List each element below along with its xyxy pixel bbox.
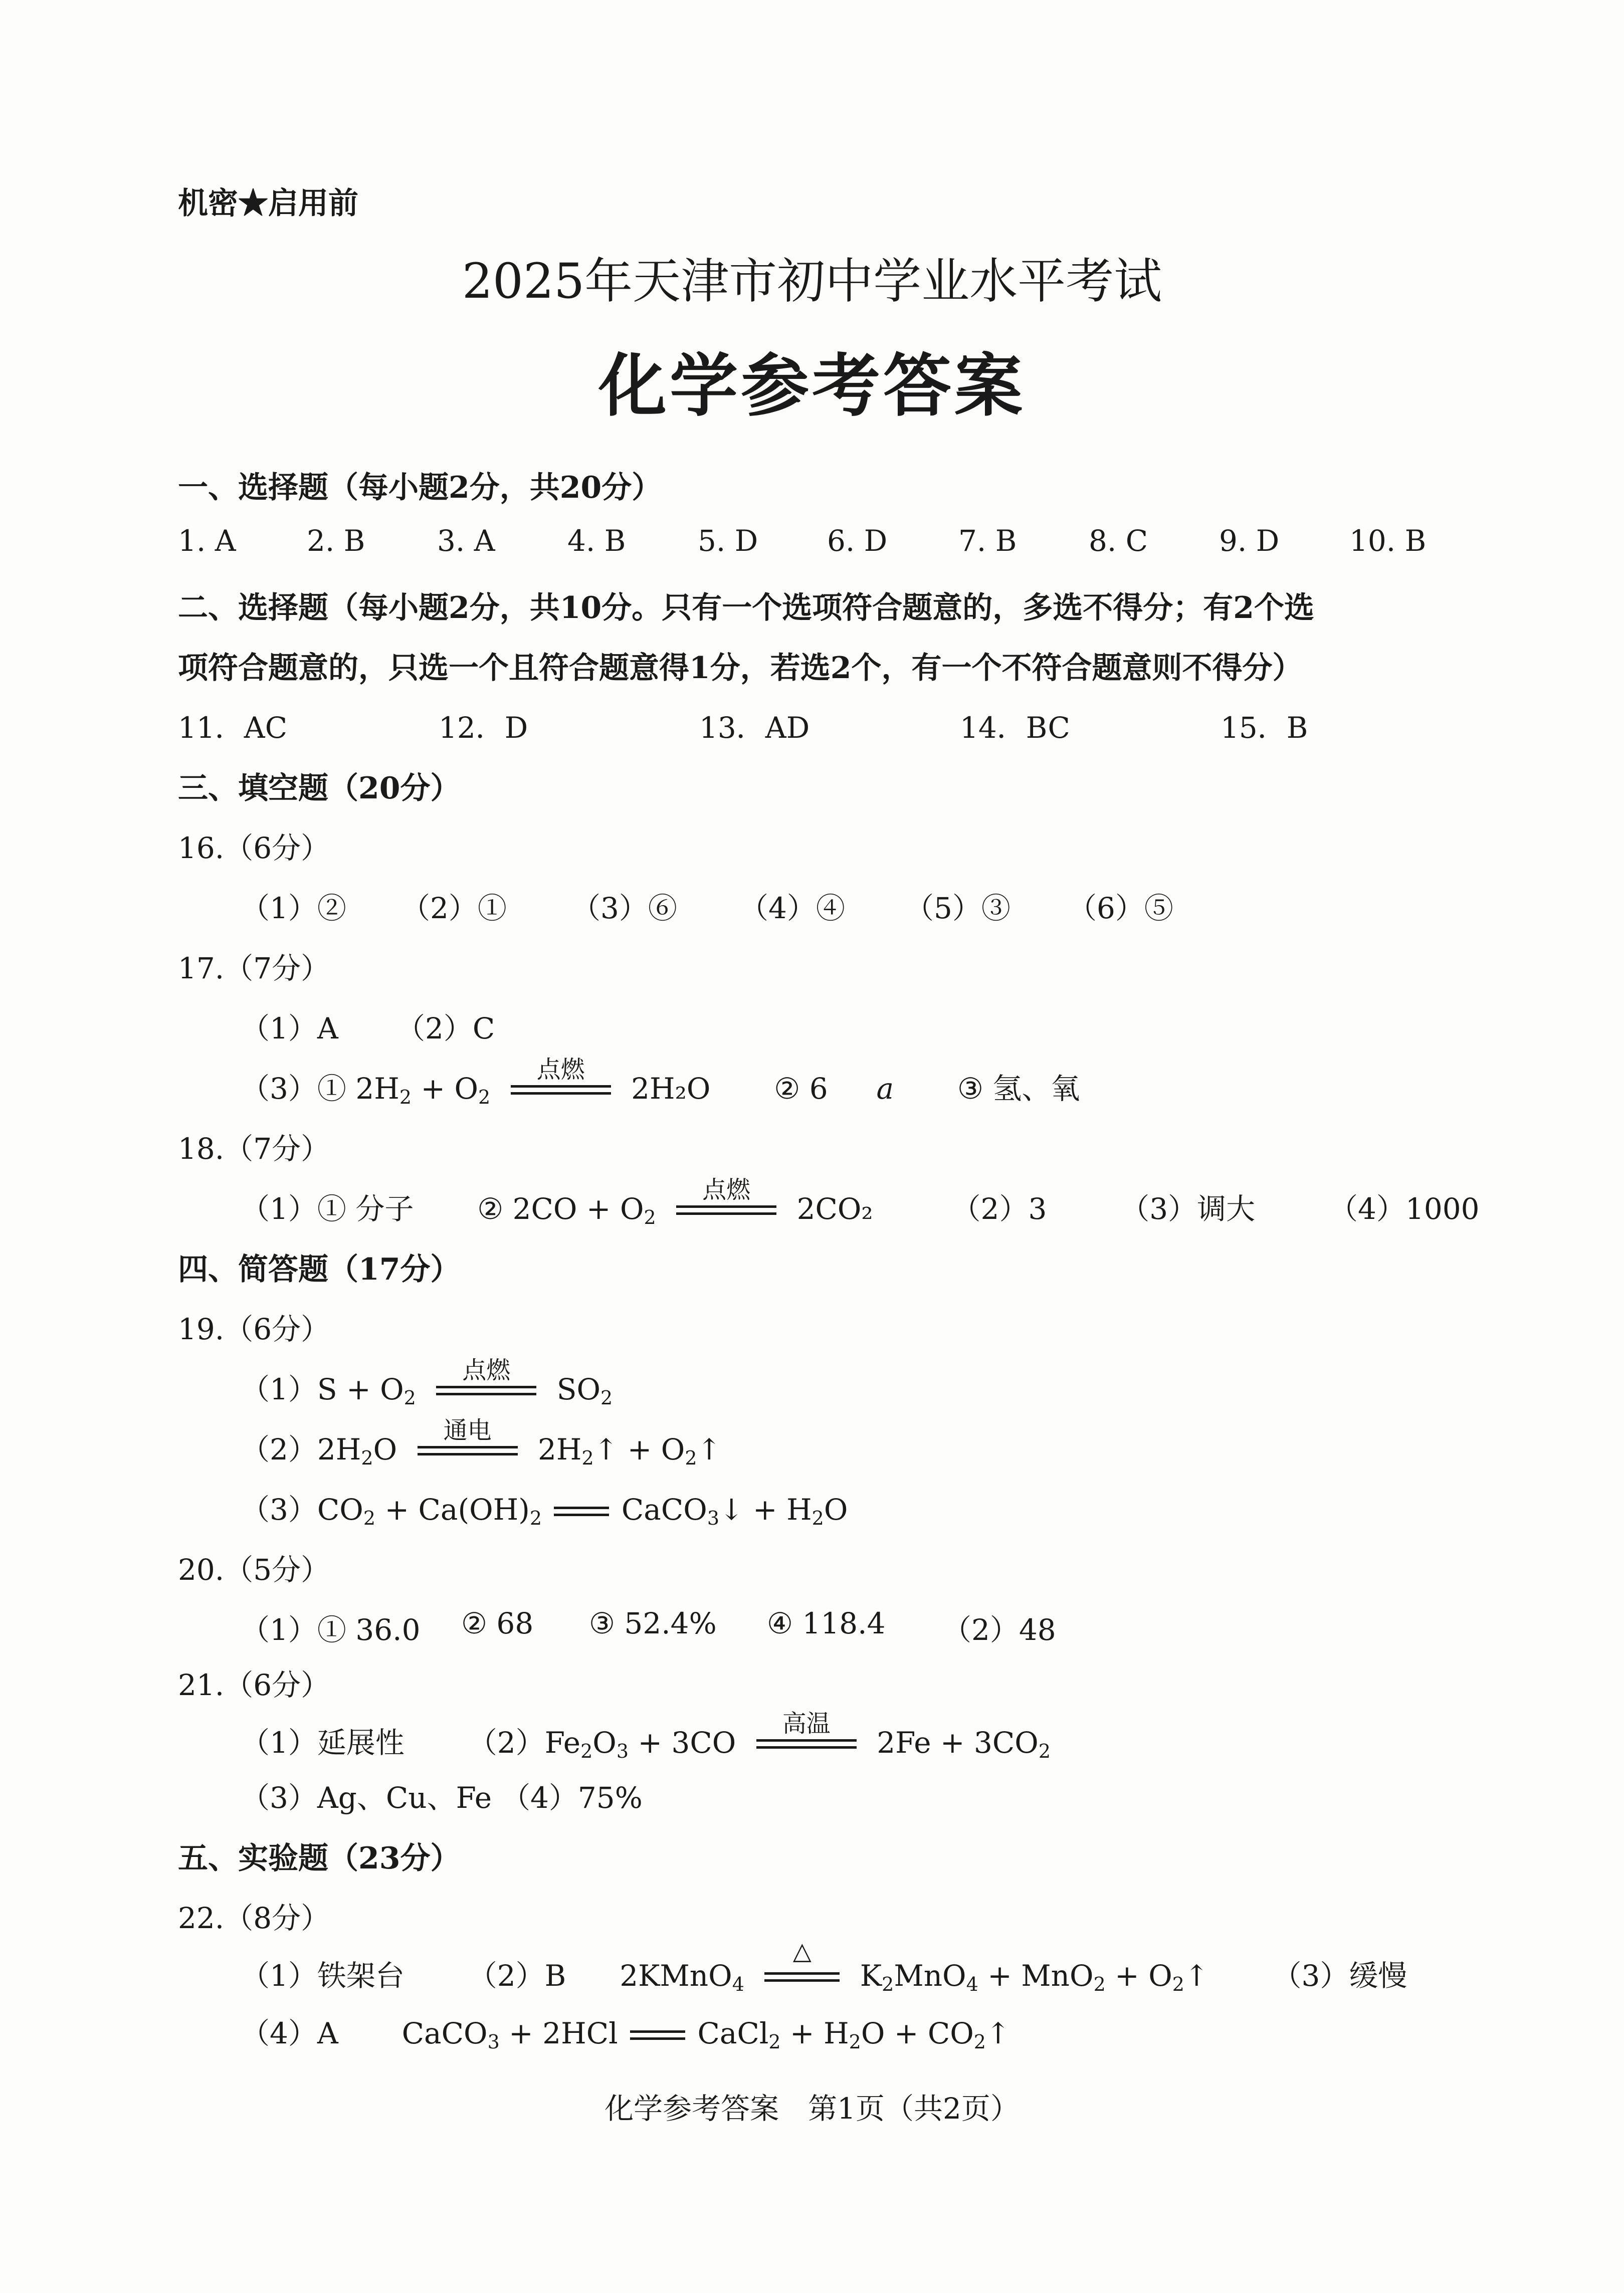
equation-right: $K_2MnO_4 + MnO_2$ + $O_2↑$	[860, 1959, 1209, 1995]
answer-13: 13．AD	[699, 711, 810, 745]
q16-answer-1: （1）②	[241, 891, 346, 925]
q22-answer-4: （4）A	[241, 2016, 338, 2050]
q19-part3-label: （3）	[241, 1493, 317, 1527]
equation-left: CaCO$_3$ + 2HCl	[401, 2016, 618, 2053]
equation-right: CaCO$_3$↓ + $H_2O$	[621, 1493, 848, 1529]
q21-answer-4: （4）75%	[501, 1781, 643, 1815]
equation-right: CaCl$_2$ + $H_2O$ + $CO_2↑$	[697, 2016, 1010, 2053]
equation-right: $2Fe + 3CO_2$	[877, 1726, 1051, 1762]
section-2-title-line1: 二、选择题（每小题2分，共10分。只有一个选项符合题意的，多选不得分；有2个选	[178, 590, 1314, 626]
q21-answer-3: （3）Ag、Cu、Fe	[241, 1781, 492, 1815]
question-16-header: 16.（6分）	[178, 831, 330, 865]
equation-left: $CO_2 + Ca(OH)_2$	[317, 1493, 542, 1529]
q22-row-2	[241, 2010, 1010, 2052]
answer-11: 11．AC	[178, 711, 288, 745]
q16-answer-5: （5）③	[905, 891, 1010, 925]
answer-8: 8. C	[1089, 524, 1148, 558]
confidential-label: 机密★启用前	[178, 186, 358, 221]
q17-part3-b: ② 6	[774, 1072, 828, 1106]
q19-row-3	[241, 1486, 848, 1528]
reaction-condition: 通电	[418, 1442, 518, 1462]
section-4-title: 四、简答题（17分）	[178, 1252, 461, 1287]
equals-sign	[554, 1505, 609, 1520]
q18-answer-1a: （1）① 分子	[241, 1192, 414, 1226]
equation-right: $SO_2$	[556, 1372, 613, 1409]
q18-answer-4: （4）1000	[1329, 1192, 1480, 1226]
q17-answer-2: （2）C	[396, 1011, 495, 1046]
q20-answer-3: ③ 52.4%	[589, 1606, 717, 1640]
equation-left: $2CO + O_2$	[512, 1192, 656, 1228]
q18-row-1	[241, 1175, 1480, 1228]
q20-answer-2: ② 68	[461, 1606, 534, 1640]
q16-answer-4: （4）④	[739, 891, 845, 925]
reaction-condition: 点燃	[511, 1081, 611, 1101]
q18-answer-2: （2）3	[951, 1192, 1047, 1226]
answer-7: 7. B	[958, 524, 1017, 558]
equation-left: 2KMnO$_4$	[620, 1959, 744, 1995]
answer-3: 3. A	[437, 524, 495, 558]
question-21-header: 21.（6分）	[178, 1668, 330, 1702]
equation-left: $Fe_2O_3 + 3CO$	[544, 1726, 736, 1762]
reaction-condition: 点燃	[676, 1201, 776, 1221]
q20-answer-5: （2）48	[942, 1613, 1056, 1647]
q22-answer-3: （3）缓慢	[1272, 1959, 1407, 1993]
q21-answer-1: （1）延展性	[241, 1726, 404, 1760]
section-5-title: 五、实验题（23分）	[178, 1841, 461, 1876]
exam-title: 2025年天津市初中学业水平考试	[462, 253, 1162, 309]
question-22-header: 22.（8分）	[178, 1901, 330, 1935]
answer-9: 9. D	[1219, 524, 1280, 558]
q17-part3-c: ③ 氢、氧	[957, 1072, 1080, 1106]
answer-14: 14．BC	[960, 711, 1070, 745]
q17-row-3	[241, 1055, 1080, 1108]
q18-answer-1b-label: ②	[477, 1192, 504, 1226]
answer-12: 12．D	[439, 711, 528, 745]
question-17-header: 17.（7分）	[178, 951, 330, 985]
reaction-condition: △	[764, 1968, 840, 1988]
q19-row-1	[241, 1356, 613, 1409]
reaction-condition: 点燃	[436, 1382, 536, 1402]
q16-answer-6: （6）⑤	[1068, 891, 1173, 925]
page-footer: 化学参考答案 第1页（共2页）	[604, 2092, 1020, 2126]
q21-row-1	[241, 1709, 1051, 1762]
equation-left: $2H_2 + O_2$	[355, 1072, 491, 1108]
answer-6: 6. D	[827, 524, 888, 558]
q17-part3-variable: a	[876, 1072, 894, 1106]
section-2-title-line2: 项符合题意的，只选一个且符合题意得1分，若选2个，有一个不符合题意则不得分）	[178, 651, 1303, 686]
q16-answer-3: （3）⑥	[571, 891, 677, 925]
q22-answer-2: （2）B	[468, 1959, 566, 1993]
equation-left: $S + O_2$	[317, 1372, 416, 1409]
equation-left: $2H_2O$	[317, 1432, 397, 1469]
equals-sign	[630, 2028, 685, 2043]
section-3-title: 三、填空题（20分）	[178, 771, 461, 806]
question-18-header: 18.（7分）	[178, 1132, 330, 1166]
q20-answer-1: （1）① 36.0	[241, 1613, 421, 1647]
page-title: 化学参考答案	[598, 346, 1026, 426]
reaction-condition: 高温	[756, 1735, 857, 1755]
q19-part2-label: （2）	[241, 1432, 317, 1467]
question-20-header: 20.（5分）	[178, 1553, 330, 1587]
q21-answer-2-label: （2）	[468, 1726, 545, 1760]
answer-5: 5. D	[698, 524, 758, 558]
equation-right: 2CO₂	[796, 1192, 873, 1226]
question-19-header: 19.（6分）	[178, 1312, 330, 1346]
q19-row-2	[241, 1416, 722, 1469]
q20-answer-4: ④ 118.4	[767, 1606, 886, 1640]
answer-2: 2. B	[307, 524, 365, 558]
q19-part1-label: （1）	[241, 1372, 317, 1406]
section-1-title: 一、选择题（每小题2分，共20分）	[178, 470, 662, 505]
q17-answer-1: （1）A	[241, 1011, 338, 1046]
answer-15: 15．B	[1221, 711, 1308, 745]
q16-answer-2: （2）①	[401, 891, 507, 925]
answer-1: 1. A	[178, 524, 236, 558]
q22-answer-1: （1）铁架台	[241, 1959, 404, 1993]
answer-4: 4. B	[567, 524, 626, 558]
q22-row-1	[241, 1937, 1407, 1995]
q18-answer-3: （3）调大	[1120, 1192, 1256, 1226]
equation-right: $2H_2↑$ + $O_2↑$	[538, 1432, 722, 1469]
answer-10: 10. B	[1349, 524, 1427, 558]
q17-part3-label: （3）①	[241, 1072, 346, 1106]
equation-right: 2H₂O	[631, 1072, 711, 1106]
